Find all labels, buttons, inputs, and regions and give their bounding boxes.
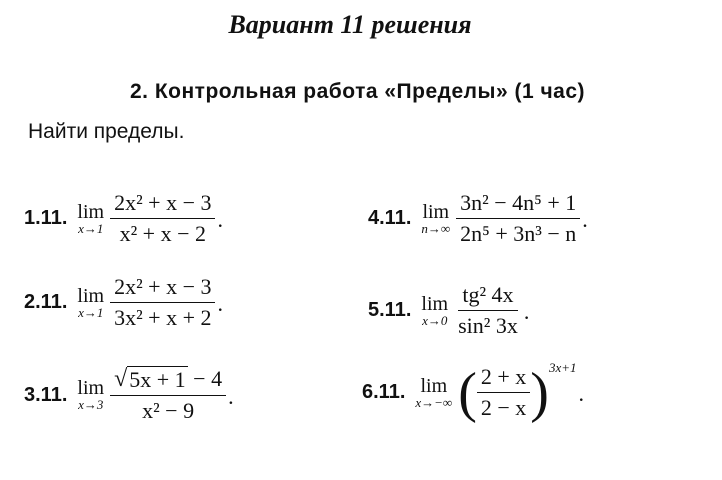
fraction (110, 366, 226, 424)
lim-word: lim (77, 377, 105, 399)
denominator: 3x² + x + 2 (114, 305, 212, 330)
denominator: 2 − x (480, 395, 527, 420)
numerator: 2x² + x − 3 (110, 190, 215, 219)
limit-operator (77, 378, 104, 412)
lim-word: lim (421, 292, 449, 315)
fraction (456, 190, 580, 247)
limit-operator (77, 286, 104, 320)
limit-operator (415, 376, 452, 410)
lim-word: lim (77, 200, 105, 223)
period: . (578, 381, 584, 406)
problem-number: 6.11. (362, 381, 406, 403)
section-heading: 2. Контрольная работа «Пределы» (1 час) (130, 80, 586, 103)
radicand: 5x + 1 (129, 367, 186, 392)
lim-subscript: x→1 (78, 304, 104, 320)
page-title: Вариант 11 решения (228, 10, 472, 39)
limit-operator (421, 294, 448, 328)
period: . (228, 384, 234, 409)
numerator-rest: − 4 (187, 366, 223, 391)
problem-5-11 (368, 282, 529, 339)
denominator: x² + x − 2 (119, 221, 206, 246)
lim-word: lim (422, 200, 450, 223)
problem-number: 5.11. (368, 299, 412, 321)
parenthesized-fraction (458, 360, 577, 424)
problem-6-11 (362, 360, 584, 424)
fraction (110, 190, 215, 247)
problem-number: 3.11. (24, 383, 68, 406)
fraction (454, 282, 522, 339)
lim-subscript: x→3 (78, 397, 104, 412)
limit-operator (77, 202, 104, 236)
period: . (217, 291, 223, 316)
problem-4-11 (368, 190, 588, 247)
numerator: 3n² − 4n⁵ + 1 (456, 190, 580, 219)
period: . (582, 207, 588, 232)
lim-subscript: x→0 (422, 312, 448, 328)
radical-sign-icon: √ (114, 366, 128, 392)
numerator: 2 + x (477, 364, 530, 393)
denominator: x² − 9 (142, 398, 195, 423)
lim-subscript: n→∞ (421, 220, 451, 236)
numerator: tg² 4x (458, 282, 517, 311)
problem-number: 2.11. (24, 291, 68, 313)
lim-word: lim (77, 284, 105, 307)
problem-1-11 (24, 190, 223, 247)
problem-number: 4.11. (368, 207, 412, 229)
period: . (523, 299, 530, 324)
fraction (110, 274, 215, 331)
numerator (110, 366, 226, 396)
problem-number: 1.11. (24, 207, 68, 229)
limit-operator (421, 202, 450, 236)
lim-subscript: x→1 (78, 220, 104, 236)
fraction (477, 364, 530, 421)
lim-subscript: x→−∞ (415, 394, 453, 410)
period: . (217, 207, 223, 232)
square-root (114, 366, 188, 393)
close-paren: ) (530, 361, 549, 424)
open-paren: ( (458, 361, 477, 424)
problem-2-11 (24, 274, 223, 331)
numerator: 2x² + x − 3 (110, 274, 215, 303)
problem-3-11 (24, 366, 234, 424)
lim-word: lim (420, 374, 448, 397)
denominator: 2n⁵ + 3n³ − n (460, 221, 577, 246)
denominator: sin² 3x (458, 313, 518, 338)
exponent: 3x+1 (548, 360, 577, 375)
task-intro: Найти пределы. (28, 120, 185, 143)
